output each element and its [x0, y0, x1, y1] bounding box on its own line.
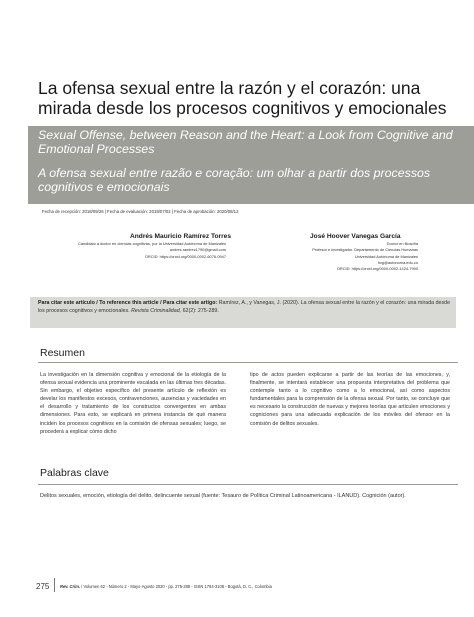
author-name-2: José Hoover Vanegas García: [310, 233, 401, 240]
article-title: La ofensa sexual entre la razón y el corazón: una mirada desde los procesos cognitivos y emocionales: [38, 78, 447, 118]
author-affiliation-2: Doctor en filosofía Profesor e investigador. Departamento de Ciencias Humanas Universidad Autónoma de Manizales hvg@autonoma.edu.co ORCID: https://orcid.org/0000-0002-1424-7990: [312, 241, 418, 272]
abstract-heading: Resumen: [40, 347, 85, 359]
english-title: Sexual Offense, between Reason and the Heart: a Look from Cognitive and Emotional Processes: [38, 128, 453, 156]
citation-text: Ramírez, A., y Vanegas, J. (2020). La ofensa sexual entre la razón y el corazón: una mirada desde los procesos cognitivos y emocionales.: [38, 300, 451, 315]
portuguese-title: A ofensa sexual entre razão e coração: um olhar a partir dos processos cognitivos e emocionais: [38, 166, 431, 194]
keywords-divider: [38, 484, 458, 485]
citation-journal: Revista Criminalidad,: [131, 308, 182, 315]
citation: [38, 299, 450, 315]
footer-divider: [54, 578, 55, 592]
journal-footer: [60, 584, 272, 589]
page-number: 275: [36, 582, 50, 591]
footer-journal: Rev. Crim.: [60, 584, 81, 589]
abstract-column-1: La investigación en la dimensión cognitiva y emocional de la etiología de la ofensa sexual evidencia una prominente escalada en las últimas tres décadas. Sin embargo, el objetivo específico del presente artículo de reflexión es develar los manifiestos excesos, contravenciones, ausencias y vaciedades en el desarrollo y tratamiento de los constructos convergentes en ambas dimensiones. Para esto, se explicará en primera instancia de qué manera inciden los procesos cognitivos en la comisión de ofensas sexuales; luego, se procederá a explicar cómo dicho: [40, 372, 226, 435]
citation-volume: 62(2): 275-289.: [182, 308, 219, 315]
keywords-text: Delitos sexuales, emoción, etiología del delito, delincuente sexual (fuente: Tesauro de Política Criminal Latinoamericana - ILANUD). Cognición (autor).: [40, 493, 406, 499]
citation-label: Para citar este artículo / To reference this article / Para citar este artigo:: [38, 300, 218, 306]
author-name-1: Andrés Mauricio Ramírez Torres: [130, 233, 232, 240]
footer-text: / Volumen 62 - Número 2 - Mayo-Agosto 2020 - pp. 275-289 - ISSN 1794-3108 - Bogotá, D. C., Colombia: [80, 584, 272, 589]
abstract-column-2: tipo de actos pueden explicarse a partir de las teorías de las emociones, y, finalmente, se intentará establecer una propuesta interpretativa del problema que contemple tanto a lo cognitivo como a lo emocional, así como aspectos fundamentales para la comprensión de la ofensa sexual. Por tanto, se concluye que es necesario la construcción de nuevas y mejores teorías que articulen emociones y cogniciones para una adecuada explicación de los móviles del ofensor en la comisión de delitos sexuales.: [250, 372, 450, 427]
submission-dates: Fecha de recepción: 2018/09/26 | Fecha de evaluación: 2019/07/02 | Fecha de aprobación: 2020/08/12: [42, 209, 239, 214]
author-affiliation-1: Candidato a doctor en ciencias cognitivas, por la Universidad Autónoma de Manizales andres.ramirez1790@gmail.com ORCID: https://orcid.org/0000-0002-6076-0947: [78, 241, 226, 259]
abstract-divider: [38, 362, 458, 363]
keywords-heading: Palabras clave: [40, 467, 109, 479]
